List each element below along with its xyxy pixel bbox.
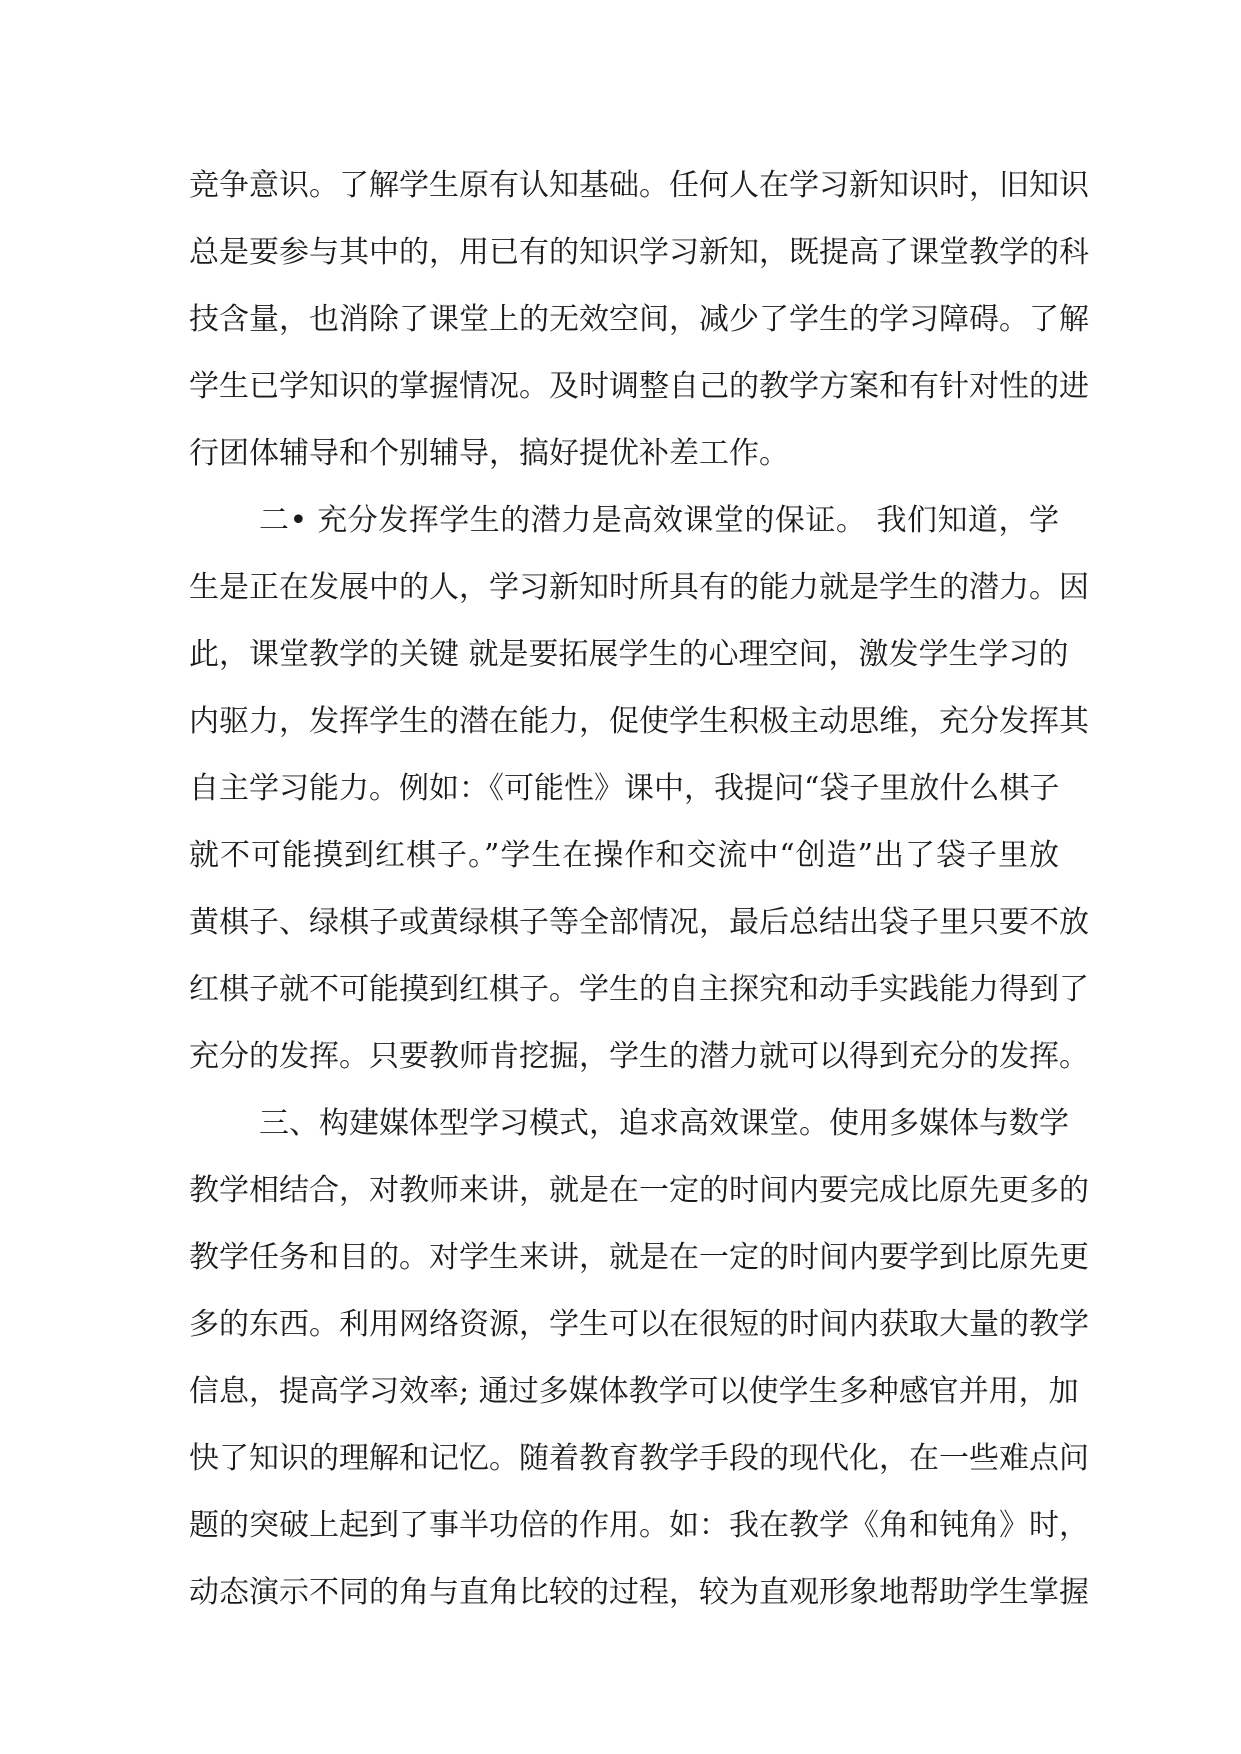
text-line: 充分的发挥。只要教师肯挖掘，学生的潜力就可以得到充分的发挥。 (189, 1039, 1089, 1074)
text-line: 自主学习能力。例如：《可能性》课中，我提问“袋子里放什么棋子 (189, 771, 1060, 806)
text-line: 教学相结合，对教师来讲，就是在一定的时间内要完成比原先更多的 (189, 1173, 1089, 1208)
text-line: 红棋子就不可能摸到红棋子。学生的自主探究和动手实践能力得到了 (189, 972, 1089, 1007)
text-line: 多的东西。利用网络资源，学生可以在很短的时间内获取大量的教学 (189, 1307, 1089, 1342)
text-line: 二• 充分发挥学生的潜力是高效课堂的保证。 我们知道，学 (259, 503, 1059, 538)
text-line: 就不可能摸到红棋子。”学生在操作和交流中“创造”出了袋子里放 (189, 838, 1059, 873)
text-line: 三、构建媒体型学习模式，追求高效课堂。使用多媒体与数学 (259, 1106, 1069, 1141)
text-line: 学生已学知识的掌握情况。及时调整自己的教学方案和有针对性的进 (189, 369, 1089, 404)
text-line: 题的突破上起到了事半功倍的作用。如：我在教学《角和钝角》时， (189, 1508, 1089, 1543)
text-line: 黄棋子、绿棋子或黄绿棋子等全部情况，最后总结出袋子里只要不放 (189, 905, 1089, 940)
text-line: 信息，提高学习效率; 通过多媒体教学可以使学生多种感官并用，加 (189, 1374, 1079, 1409)
text-line: 竞争意识。了解学生原有认知基础。任何人在学习新知识时，旧知识 (189, 168, 1089, 203)
text-line: 技含量，也消除了课堂上的无效空间，减少了学生的学习障碍。了解 (189, 302, 1089, 337)
text-line: 内驱力，发挥学生的潜在能力，促使学生积极主动思维，充分发挥其 (189, 704, 1089, 739)
text-line: 动态演示不同的角与直角比较的过程，较为直观形象地帮助学生掌握 (189, 1575, 1089, 1610)
text-line: 此，课堂教学的关键 就是要拓展学生的心理空间，激发学生学习的 (189, 637, 1069, 672)
text-line: 生是正在发展中的人，学习新知时所具有的能力就是学生的潜力。因 (189, 570, 1089, 605)
text-line: 教学任务和目的。对学生来讲，就是在一定的时间内要学到比原先更 (189, 1240, 1089, 1275)
text-line: 行团体辅导和个别辅导，搞好提优补差工作。 (189, 436, 789, 471)
text-line: 总是要参与其中的，用已有的知识学习新知，既提高了课堂教学的科 (189, 235, 1089, 270)
text-line: 快了知识的理解和记忆。随着教育教学手段的现代化，在一些难点问 (189, 1441, 1089, 1476)
document-body (189, 152, 1089, 1626)
